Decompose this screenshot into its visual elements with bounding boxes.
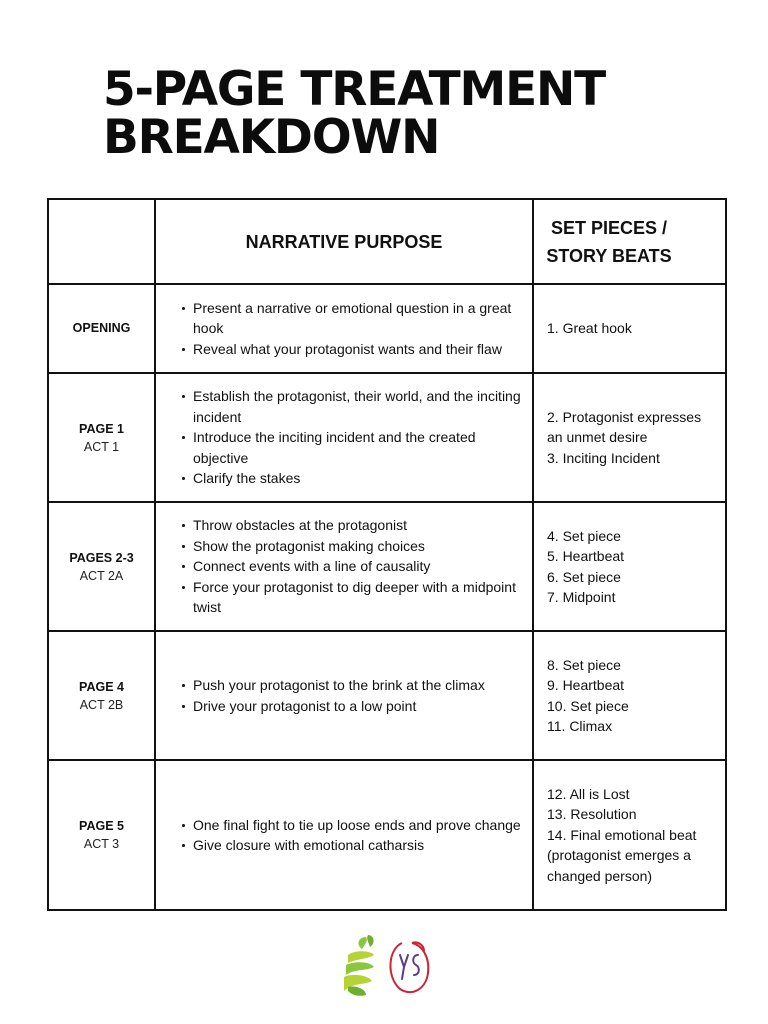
purpose-item: Show the protagonist making choices <box>193 536 524 557</box>
row-label-cell <box>48 373 155 502</box>
header-set-pieces-text: SET PIECES / STORY BEATS <box>546 217 672 266</box>
row-label: PAGE 4 <box>79 679 124 694</box>
beat-item: 12. All is Lost <box>547 785 630 802</box>
row-label-cell <box>48 284 155 373</box>
beat-item: 13. Resolution <box>547 806 637 823</box>
treatment-table <box>47 198 727 911</box>
row-label-cell <box>48 631 155 760</box>
beat-item: 11. Climax <box>547 718 613 734</box>
row-sublabel: ACT 2A <box>79 568 124 583</box>
footer-logos <box>338 933 438 999</box>
header-empty-cell <box>48 199 155 284</box>
table-row <box>48 284 726 373</box>
row-label: PAGES 2-3 <box>69 550 134 565</box>
header-set-pieces <box>533 199 726 284</box>
purpose-item: Clarify the stakes <box>193 468 524 489</box>
purpose-item: Establish the protagonist, their world, and the inciting incident <box>193 386 524 427</box>
purpose-cell <box>155 284 533 373</box>
row-sublabel: ACT 3 <box>83 837 120 851</box>
row-sublabel: ACT 2B <box>79 697 124 712</box>
purpose-item: Reveal what your protagonist wants and their flaw <box>193 339 524 360</box>
beat-item: 7. Midpoint <box>547 589 616 605</box>
beat-item: 4. Set piece <box>547 527 621 544</box>
purpose-item: Introduce the inciting incident and the created objective <box>193 427 524 468</box>
beats-cell <box>533 373 726 502</box>
purpose-item: Push your protagonist to the brink at the climax <box>193 675 524 696</box>
beat-item: 9. Heartbeat <box>547 677 625 693</box>
purpose-item: Force your protagonist to dig deeper with a midpoint twist <box>193 577 524 618</box>
purpose-item: Give closure with emotional catharsis <box>193 835 524 856</box>
row-label: OPENING <box>72 321 131 335</box>
table-row <box>48 373 726 502</box>
beat-item: 3. Inciting Incident <box>547 449 660 466</box>
title-line-1: 5-PAGE TREATMENT <box>103 62 605 117</box>
table-row <box>48 760 726 910</box>
beat-item: 6. Set piece <box>547 568 621 585</box>
purpose-cell <box>155 760 533 910</box>
logos-svg <box>338 933 438 999</box>
beat-item: 5. Heartbeat <box>547 548 625 564</box>
beats-cell <box>533 760 726 910</box>
purpose-cell <box>155 631 533 760</box>
row-sublabel: ACT 1 <box>83 439 120 454</box>
beats-cell <box>533 631 726 760</box>
ys-monogram-logo-icon <box>390 942 428 992</box>
title-line-2: BREAKDOWN <box>103 110 440 165</box>
purpose-item: One final fight to tie up loose ends and prove change <box>193 815 524 836</box>
row-label-cell <box>48 760 155 910</box>
header-narrative-purpose: NARRATIVE PURPOSE <box>155 199 533 284</box>
table-header-row <box>48 199 726 284</box>
purpose-item: Throw obstacles at the protagonist <box>193 515 524 536</box>
beat-item: 14. Final emotional beat (protagonist emerges a changed person) <box>547 826 697 884</box>
beats-cell <box>533 284 726 373</box>
row-label-cell <box>48 502 155 631</box>
green-sprout-logo-icon <box>344 935 374 996</box>
beats-cell <box>533 502 726 631</box>
purpose-item: Present a narrative or emotional question in a great hook <box>193 298 524 339</box>
purpose-cell <box>155 373 533 502</box>
table-row <box>48 502 726 631</box>
purpose-item: Drive your protagonist to a low point <box>193 696 524 717</box>
row-label: PAGE 5 <box>79 819 124 833</box>
page-title <box>103 62 605 165</box>
table-row <box>48 631 726 760</box>
beat-item: 8. Set piece <box>547 656 621 673</box>
row-label: PAGE 1 <box>79 421 124 436</box>
purpose-item: Connect events with a line of causality <box>193 556 524 577</box>
purpose-cell <box>155 502 533 631</box>
beat-item: 1. Great hook <box>547 320 632 337</box>
beat-item: 2. Protagonist expresses an unmet desire <box>547 408 702 446</box>
beat-item: 10. Set piece <box>547 697 629 714</box>
